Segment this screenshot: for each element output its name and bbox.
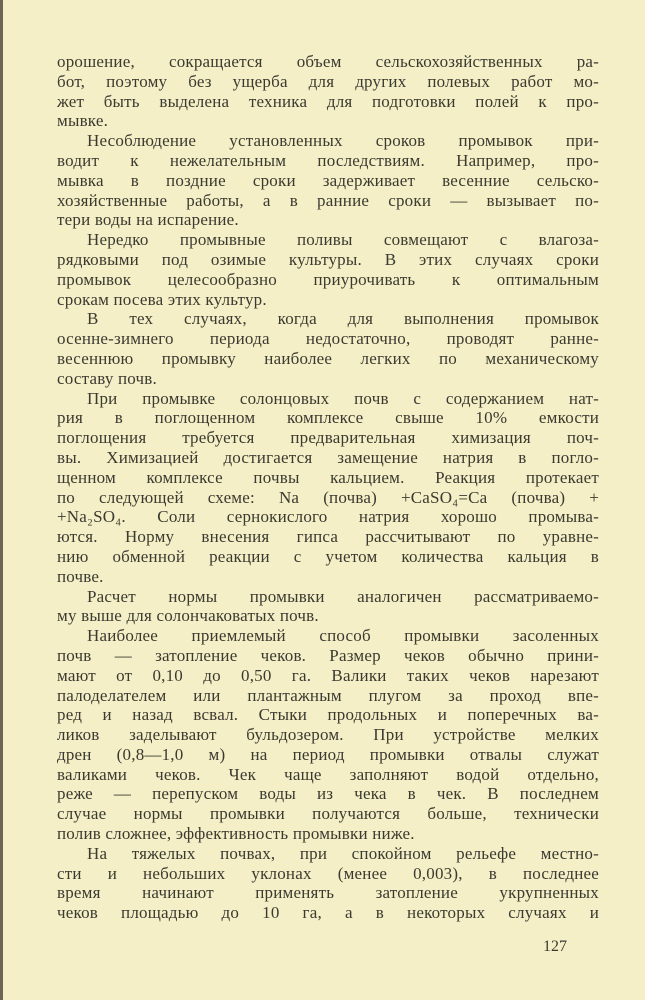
- text-line: орошение, сокращается объем сельскохозяйственных ра-: [57, 52, 599, 71]
- text-line: На тяжелых почвах, при спокойном рельефе местно-: [87, 843, 599, 863]
- text-line: весеннюю промывку наиболее легких по механическому: [57, 348, 599, 368]
- paragraph: [57, 587, 599, 627]
- text-line: сти и небольших уклонах (менее 0,003), в последнее: [57, 863, 599, 883]
- text-line: му выше для солончаковатых почв.: [57, 606, 319, 626]
- text-line: составу почв.: [57, 368, 157, 388]
- text-line: В тех случаях, когда для выполнения промывок: [87, 309, 599, 329]
- text-line: рядковыми под озимые культуры. В этих случаях сроки: [57, 249, 599, 269]
- text-line: Нередко промывные поливы совмещают с влагоза-: [87, 230, 599, 250]
- text-line: палоделателем или плантажным плугом за проход впе-: [57, 685, 599, 705]
- paragraph: [57, 389, 599, 587]
- text-line: ликов заделывают бульдозером. При устройстве мелких: [57, 725, 599, 745]
- body-text: [57, 52, 599, 923]
- text-line: водит к нежелательным последствиям. Например, про-: [57, 150, 599, 170]
- text-line: +Na₂SO₄. Соли сернокислого натрия хорошо промыва-: [57, 507, 599, 527]
- text-line: жет быть выделена техника для подготовки полей к про-: [57, 91, 599, 111]
- text-line: поглощения требуется предварительная химизация поч-: [57, 428, 599, 448]
- text-line: промывок целесообразно приурочивать к оптимальным: [57, 269, 599, 289]
- text-line: хозяйственные работы, а в ранние сроки — вызывает по-: [57, 190, 599, 210]
- text-line: срокам посева этих культур.: [57, 289, 267, 309]
- text-line: валиками чеков. Чек чаще заполняют водой отдельно,: [57, 764, 599, 784]
- text-line: дрен (0,8—1,0 м) на период промывки отвалы служат: [57, 744, 599, 764]
- text-line: время начинают применять затопление укрупненных: [57, 883, 599, 903]
- text-line: вы. Химизацией достигается замещение натрия в погло-: [57, 447, 599, 467]
- page-number: 127: [543, 938, 567, 955]
- text-line: почв — затопление чеков. Размер чеков обычно прини-: [57, 645, 599, 665]
- text-line: случае нормы промывки получаются больше, технически: [57, 804, 599, 824]
- text-line: осенне-зимнего периода недостаточно, проводят ранне-: [57, 329, 599, 349]
- text-line: щенном комплексе почвы кальцием. Реакция протекает: [57, 467, 599, 487]
- text-line: чеков площадью до 10 га, а в некоторых случаях и: [57, 903, 599, 923]
- paragraph: [57, 626, 599, 844]
- paragraph: [57, 131, 599, 230]
- text-line: мывка в поздние сроки задерживает весенние сельско-: [57, 170, 599, 190]
- text-line: Наиболее приемлемый способ промывки засоленных: [87, 626, 599, 646]
- text-line: тери воды на испарение.: [57, 210, 239, 230]
- text-line: по следующей схеме: Na (почва) +CaSO₄=Ca (почва) +: [57, 487, 599, 507]
- page-edge: [0, 0, 3, 1000]
- text-line: мают от 0,10 до 0,50 га. Валики таких чеков нарезают: [57, 665, 599, 685]
- text-line: нию обменной реакции с учетом количества кальция в: [57, 546, 599, 566]
- text-line: Несоблюдение установленных сроков промывок при-: [87, 131, 599, 151]
- text-line: При промывке солонцовых почв с содержанием нат-: [87, 388, 599, 408]
- paragraph: [57, 230, 599, 309]
- text-line: почве.: [57, 566, 104, 586]
- text-line: ются. Норму внесения гипса рассчитывают по уравне-: [57, 527, 599, 547]
- text-line: мывке.: [57, 111, 109, 131]
- text-line: полив сложнее, эффективность промывки ниже.: [57, 824, 415, 844]
- text-line: ред и назад всвал. Стыки продольных и поперечных ва-: [57, 705, 599, 725]
- text-line: Расчет нормы промывки аналогичен рассматриваемо-: [87, 586, 599, 606]
- paragraph: [57, 52, 599, 131]
- paragraph: [57, 309, 599, 388]
- text-line: рия в поглощенном комплексе свыше 10% емкости: [57, 408, 599, 428]
- text-line: реже — перепуском воды из чека в чек. В последнем: [57, 784, 599, 804]
- text-line: бот, поэтому без ущерба для других полевых работ мо-: [57, 71, 599, 91]
- paragraph: [57, 844, 599, 923]
